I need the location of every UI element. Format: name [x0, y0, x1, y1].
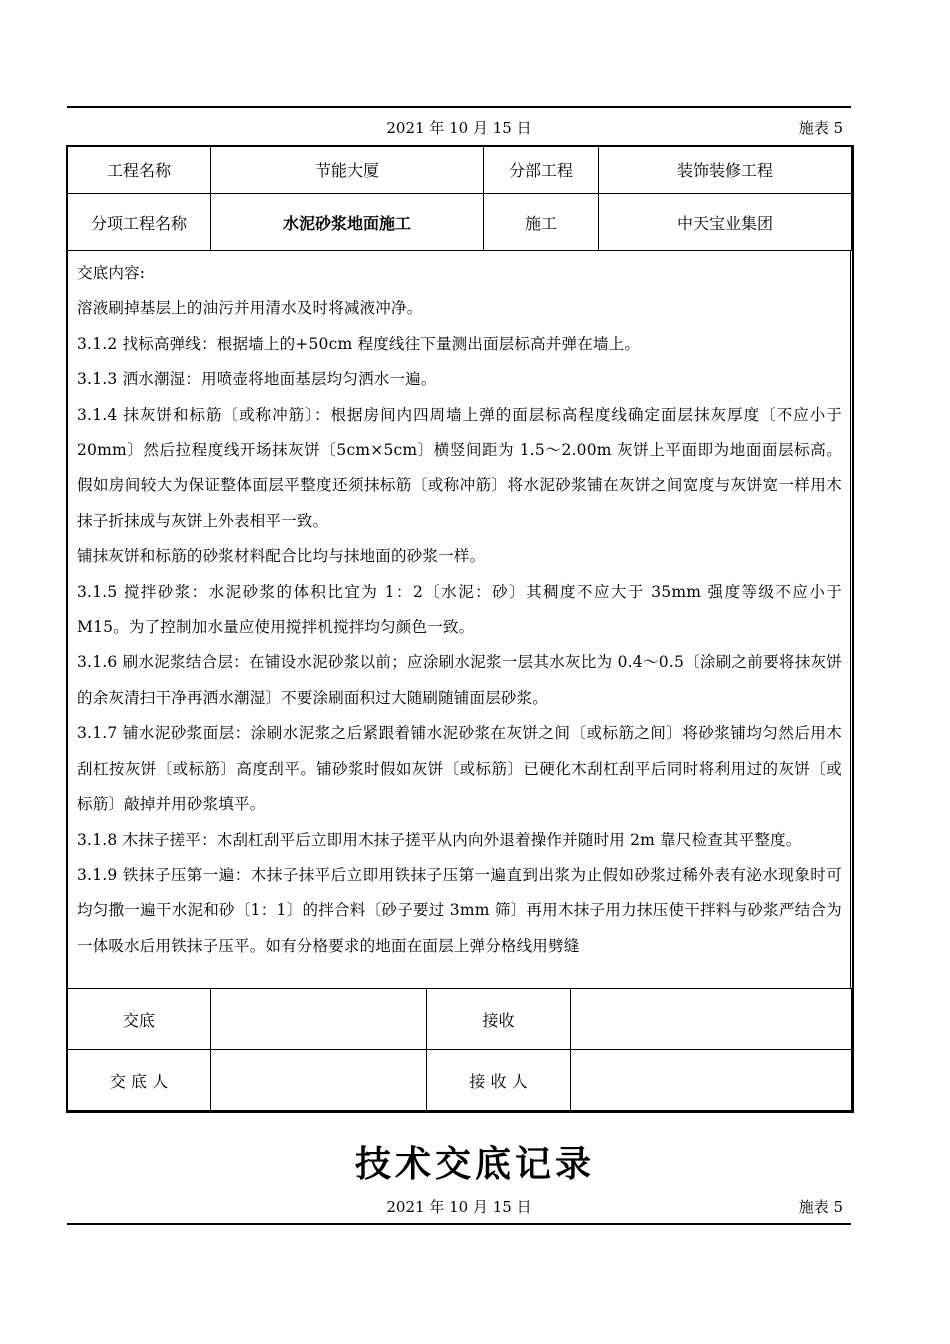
- sign-row-1: [68, 989, 852, 1050]
- contractor-value: 中天宝业集团: [599, 194, 852, 251]
- info-row-1: [68, 146, 852, 194]
- content-paragraph: 3.1.3 洒水潮湿：用喷壶将地面基层均匀洒水一遍。: [77, 370, 437, 389]
- project-name-label: 工程名称: [68, 146, 211, 194]
- top-rule: [67, 106, 851, 108]
- subitem-label: 分项工程名称: [68, 194, 211, 251]
- header-date: 2021 年 10 月 15 日: [386, 119, 532, 137]
- disclose-label: 交底: [68, 989, 211, 1050]
- content-paragraph: 3.1.7 铺水泥砂浆面层：涂刷水泥浆之后紧跟着铺水泥砂浆在灰饼之间〔或标筋之间〕将砂浆铺均匀然后用木刮杠按灰饼〔或标筋〕高度刮平。铺砂浆时假如灰饼〔或标筋〕已硬化木刮杠刮平后同时将利用过的灰饼〔或标筋〕敲掉并用砂浆填平。: [77, 724, 842, 814]
- division-value: 装饰装修工程: [599, 146, 852, 194]
- content-paragraph: 3.1.5 搅拌砂浆：水泥砂浆的体积比宜为 1：2〔水泥：砂〕其稠度不应大于 35mm 强度等级不应小于 M15。为了控制加水量应使用搅拌机搅拌均匀颜色一致。: [77, 582, 842, 637]
- receiver-signature: [571, 1050, 852, 1111]
- project-name-value: 节能大厦: [211, 146, 484, 194]
- sign-row-2: [68, 1050, 852, 1111]
- bottom-rule: [67, 1223, 851, 1225]
- division-label: 分部工程: [484, 146, 599, 194]
- content-paragraph: 铺抹灰饼和标筋的砂浆材料配合比均与抹地面的砂浆一样。: [77, 547, 486, 566]
- project-info-table: [67, 145, 852, 251]
- footer-form-number: 施表 5: [798, 1198, 843, 1216]
- discloser-label: 交 底 人: [68, 1050, 211, 1111]
- contractor-label: 施工: [484, 194, 599, 251]
- receive-label: 接收: [427, 989, 571, 1050]
- content-paragraph: 3.1.4 抹灰饼和标筋〔或称冲筋〕：根据房间内四周墙上弹的面层标高程度线确定面层抹灰厚度〔不应小于 20mm〕然后拉程度线开场抹灰饼〔5cm×5cm〕横竖间距为 1.5～2.00m 灰饼上平面即为地面面层标高。假如房间较大为保证整体面层平整度还须抹标筋〔或称冲筋〕将水泥砂浆铺在灰饼之间宽度与灰饼宽一样用木抹子折抹成与灰饼上外表相平一致。: [77, 405, 842, 530]
- header-form-number: 施表 5: [798, 119, 843, 137]
- content-paragraph: 3.1.9 铁抹子压第一遍：木抹子抹平后立即用铁抹子压第一遍直到出浆为止假如砂浆过稀外表有泌水现象时可均匀撒一遍干水泥和砂〔1：1〕的拌合料〔砂子要过 3mm 筛〕再用木抹子用力抹压使干拌料与砂浆严结合为一体吸水后用铁抹子压平。如有分格要求的地面在面层上弹分格线用劈缝: [77, 865, 842, 955]
- subitem-value: 水泥砂浆地面施工: [211, 194, 484, 251]
- content-paragraph: 溶液刷掉基层上的油污并用清水及时将减液冲净。: [77, 299, 423, 318]
- content-heading: 交底内容:: [77, 264, 146, 282]
- receive-value: [571, 989, 852, 1050]
- disclosure-content: [67, 250, 851, 988]
- footer-date: 2021 年 10 月 15 日: [386, 1198, 532, 1216]
- info-row-2: [68, 194, 852, 251]
- discloser-signature: [211, 1050, 427, 1111]
- signature-table: [67, 988, 852, 1111]
- content-paragraph: 3.1.6 刷水泥浆结合层：在铺设水泥砂浆以前；应涂刷水泥浆一层其水灰比为 0.4～0.5〔涂刷之前要将抹灰饼的余灰清扫干净再洒水潮湿〕不要涂刷面积过大随刷随铺面层砂浆。: [77, 653, 842, 707]
- content-paragraph: 3.1.8 木抹子搓平：木刮杠刮平后立即用木抹子搓平从内向外退着操作并随时用 2m 靠尺检查其平整度。: [77, 830, 802, 849]
- disclose-value: [211, 989, 427, 1050]
- content-paragraph: 3.1.2 找标高弹线：根据墙上的+50cm 程度线往下量测出面层标高并弹在墙上。: [77, 334, 641, 353]
- header-row: [67, 117, 851, 137]
- footer-header-row: [67, 1196, 851, 1216]
- page-title: 技术交底记录: [354, 1144, 595, 1185]
- receiver-label: 接 收 人: [427, 1050, 571, 1111]
